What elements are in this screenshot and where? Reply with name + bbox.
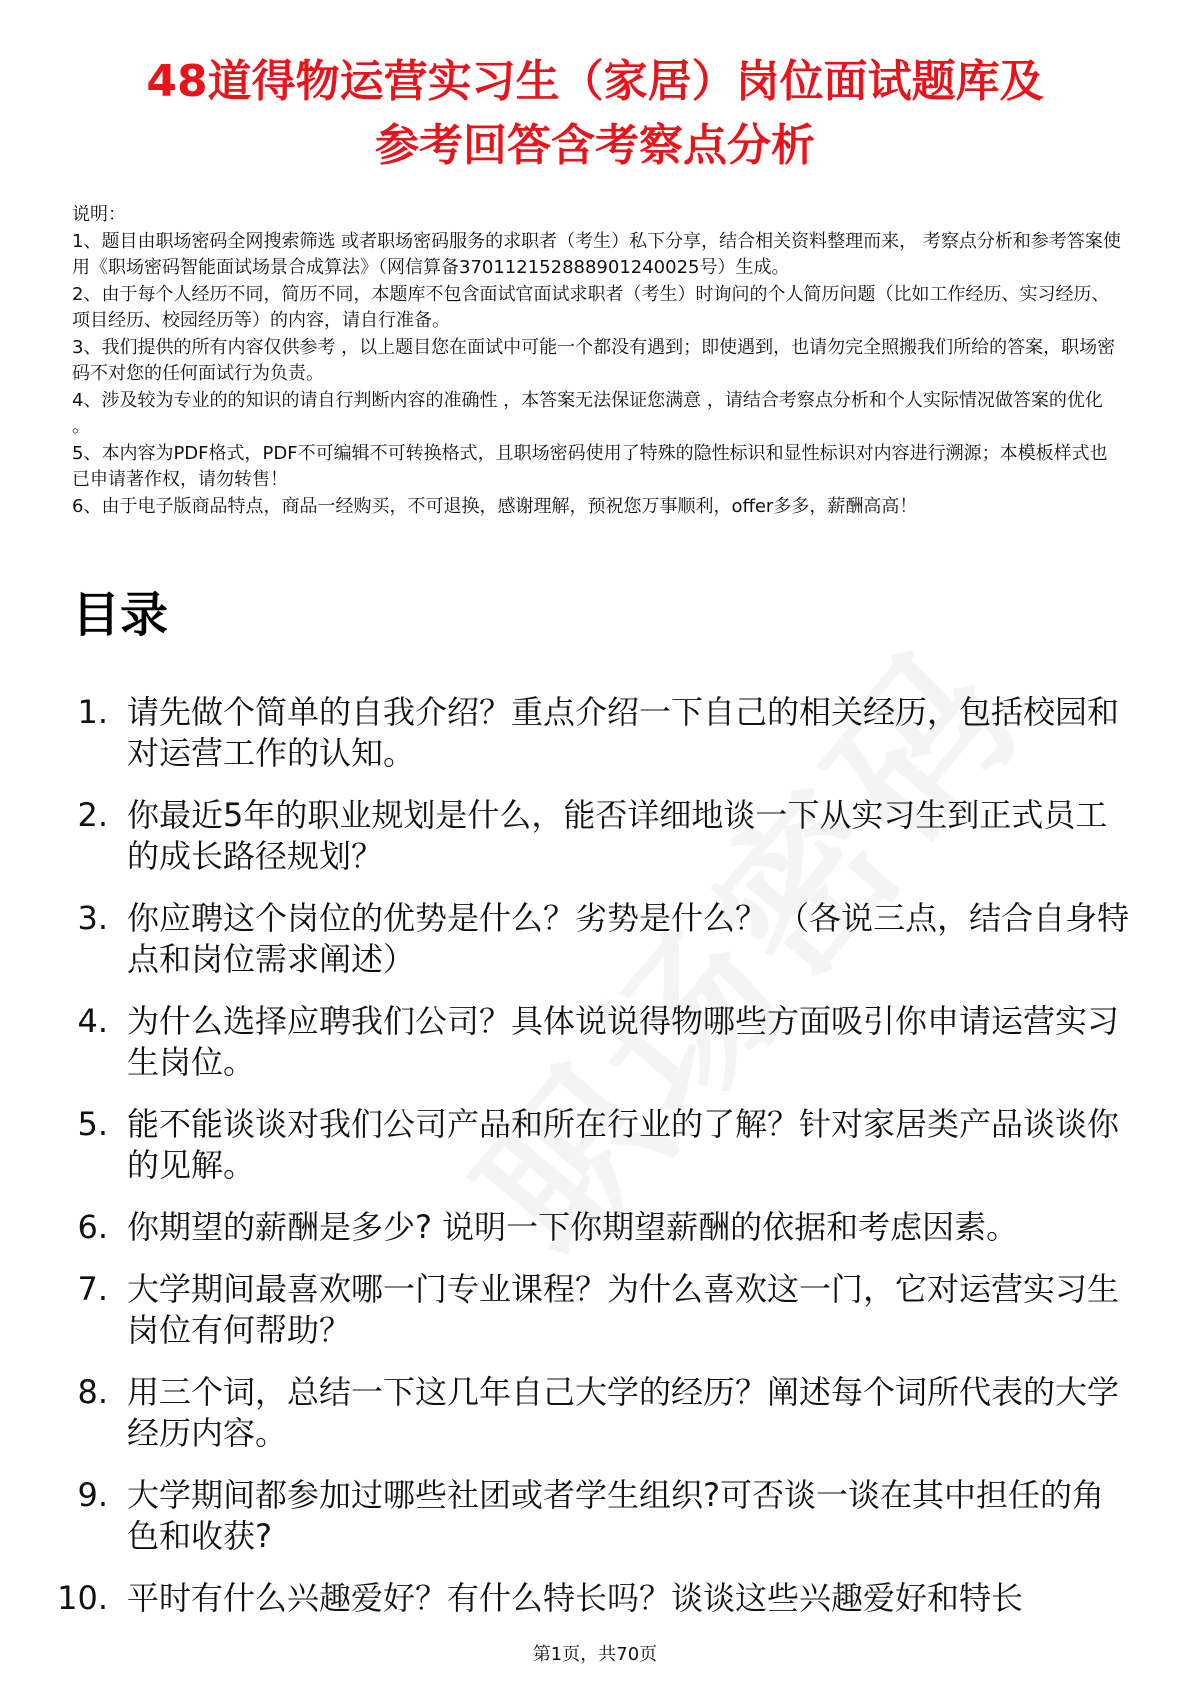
toc-item-text[interactable]: 平时有什么兴趣爱好？有什么特长吗？谈谈这些兴趣爱好和特长 — [127, 1579, 1024, 1617]
page-footer: 第1页，共70页 — [532, 1644, 658, 1665]
toc-item-number: 4. — [77, 1002, 108, 1040]
toc-item-number: 3. — [77, 899, 108, 937]
toc-item[interactable] — [72, 1001, 1132, 1083]
notes-item: 3、我们提供的所有内容仅供参考 ，以上题目您在面试中可能一个都没有遇到；即使遇到，也请勿完全照搬我们所给的答案，职场密码不对您的任何面试行为负责。 — [72, 336, 1116, 384]
toc-item-number: 10. — [57, 1579, 108, 1617]
notes-heading: 说明： — [72, 204, 126, 225]
toc-item-text[interactable]: 你应聘这个岗位的优势是什么？劣势是什么？ （各说三点，结合自身特点和岗位需求阐述） — [127, 899, 1130, 978]
toc-item[interactable] — [72, 1475, 1132, 1557]
toc-item-number: 1. — [77, 693, 108, 731]
toc-item-text[interactable]: 用三个词，总结一下这几年自己大学的经历？阐述每个词所代表的大学经历内容。 — [127, 1373, 1120, 1452]
toc-item[interactable] — [72, 1372, 1132, 1454]
notes-item: 4、涉及较为专业的的知识的请自行判断内容的准确性 ，本答案无法保证您满意 ，请结合考察点分析和个人实际情况做答案的优化 。 — [72, 389, 1103, 437]
toc-item[interactable] — [72, 795, 1132, 877]
toc-item-text[interactable]: 你期望的薪酬是多少? 说明一下你期望薪酬的依据和考虑因素。 — [127, 1208, 1019, 1246]
toc-list — [57, 692, 1132, 1640]
toc-heading: 目录 — [72, 587, 169, 643]
toc-item[interactable] — [72, 1269, 1132, 1351]
toc-item-number: 8. — [77, 1373, 108, 1411]
toc-item[interactable] — [72, 692, 1132, 774]
notes-item: 1、题目由职场密码全网搜索筛选 或者职场密码服务的求职者（考生）私下分享，结合相关资料整理而来， 考察点分析和参考答案使用《职场密码智能面试场景合成算法》（网信算备370112152888901240025号）生成。 — [72, 230, 1121, 278]
toc-item[interactable] — [72, 1207, 1132, 1248]
toc-item-text[interactable]: 为什么选择应聘我们公司？具体说说得物哪些方面吸引你申请运营实习生岗位。 — [127, 1002, 1120, 1081]
toc-item[interactable] — [57, 1578, 1132, 1619]
title-line-1: 48道得物运营实习生（家居）岗位面试题库及 — [146, 56, 1044, 107]
page-title — [60, 50, 1130, 178]
title-line-2: 参考回答含考察点分析 — [375, 120, 815, 171]
toc-item-number: 5. — [77, 1105, 108, 1143]
toc-item-number: 9. — [77, 1476, 108, 1514]
toc-item-number: 7. — [77, 1270, 108, 1308]
toc-item-text[interactable]: 大学期间都参加过哪些社团或者学生组织?可否谈一谈在其中担任的角色和收获? — [127, 1476, 1104, 1555]
toc-item-number: 2. — [77, 796, 108, 834]
toc-item-text[interactable]: 你最近5年的职业规划是什么，能否详细地谈一下从实习生到正式员工的成长路径规划？ — [127, 796, 1108, 875]
toc-item-number: 6. — [77, 1208, 108, 1246]
toc-item-text[interactable]: 大学期间最喜欢哪一门专业课程？为什么喜欢这一门，它对运营实习生岗位有何帮助？ — [127, 1270, 1120, 1349]
notes-item: 6、由于电子版商品特点，商品一经购买，不可退换，感谢理解，预祝您万事顺利，offer多多，薪酬高高！ — [72, 495, 918, 517]
notes-item: 5、本内容为PDF格式，PDF不可编辑不可转换格式，且职场密码使用了特殊的隐性标识和显性标识对内容进行溯源；本模板样式也已申请著作权，请勿转售！ — [72, 442, 1108, 490]
notes-section — [72, 202, 1122, 520]
toc-item[interactable] — [72, 898, 1132, 980]
toc-item-text[interactable]: 请先做个简单的自我介绍？重点介绍一下自己的相关经历，包括校园和对运营工作的认知。 — [127, 693, 1120, 772]
notes-item: 2、由于每个人经历不同，简历不同，本题库不包含面试官面试求职者（考生）时询问的个人简历问题（比如工作经历、实习经历、项目经历、校园经历等）的内容，请自行准备。 — [72, 283, 1110, 331]
toc-item-text[interactable]: 能不能谈谈对我们公司产品和所在行业的了解？针对家居类产品谈谈你的见解。 — [127, 1105, 1120, 1184]
toc-item[interactable] — [72, 1104, 1132, 1186]
